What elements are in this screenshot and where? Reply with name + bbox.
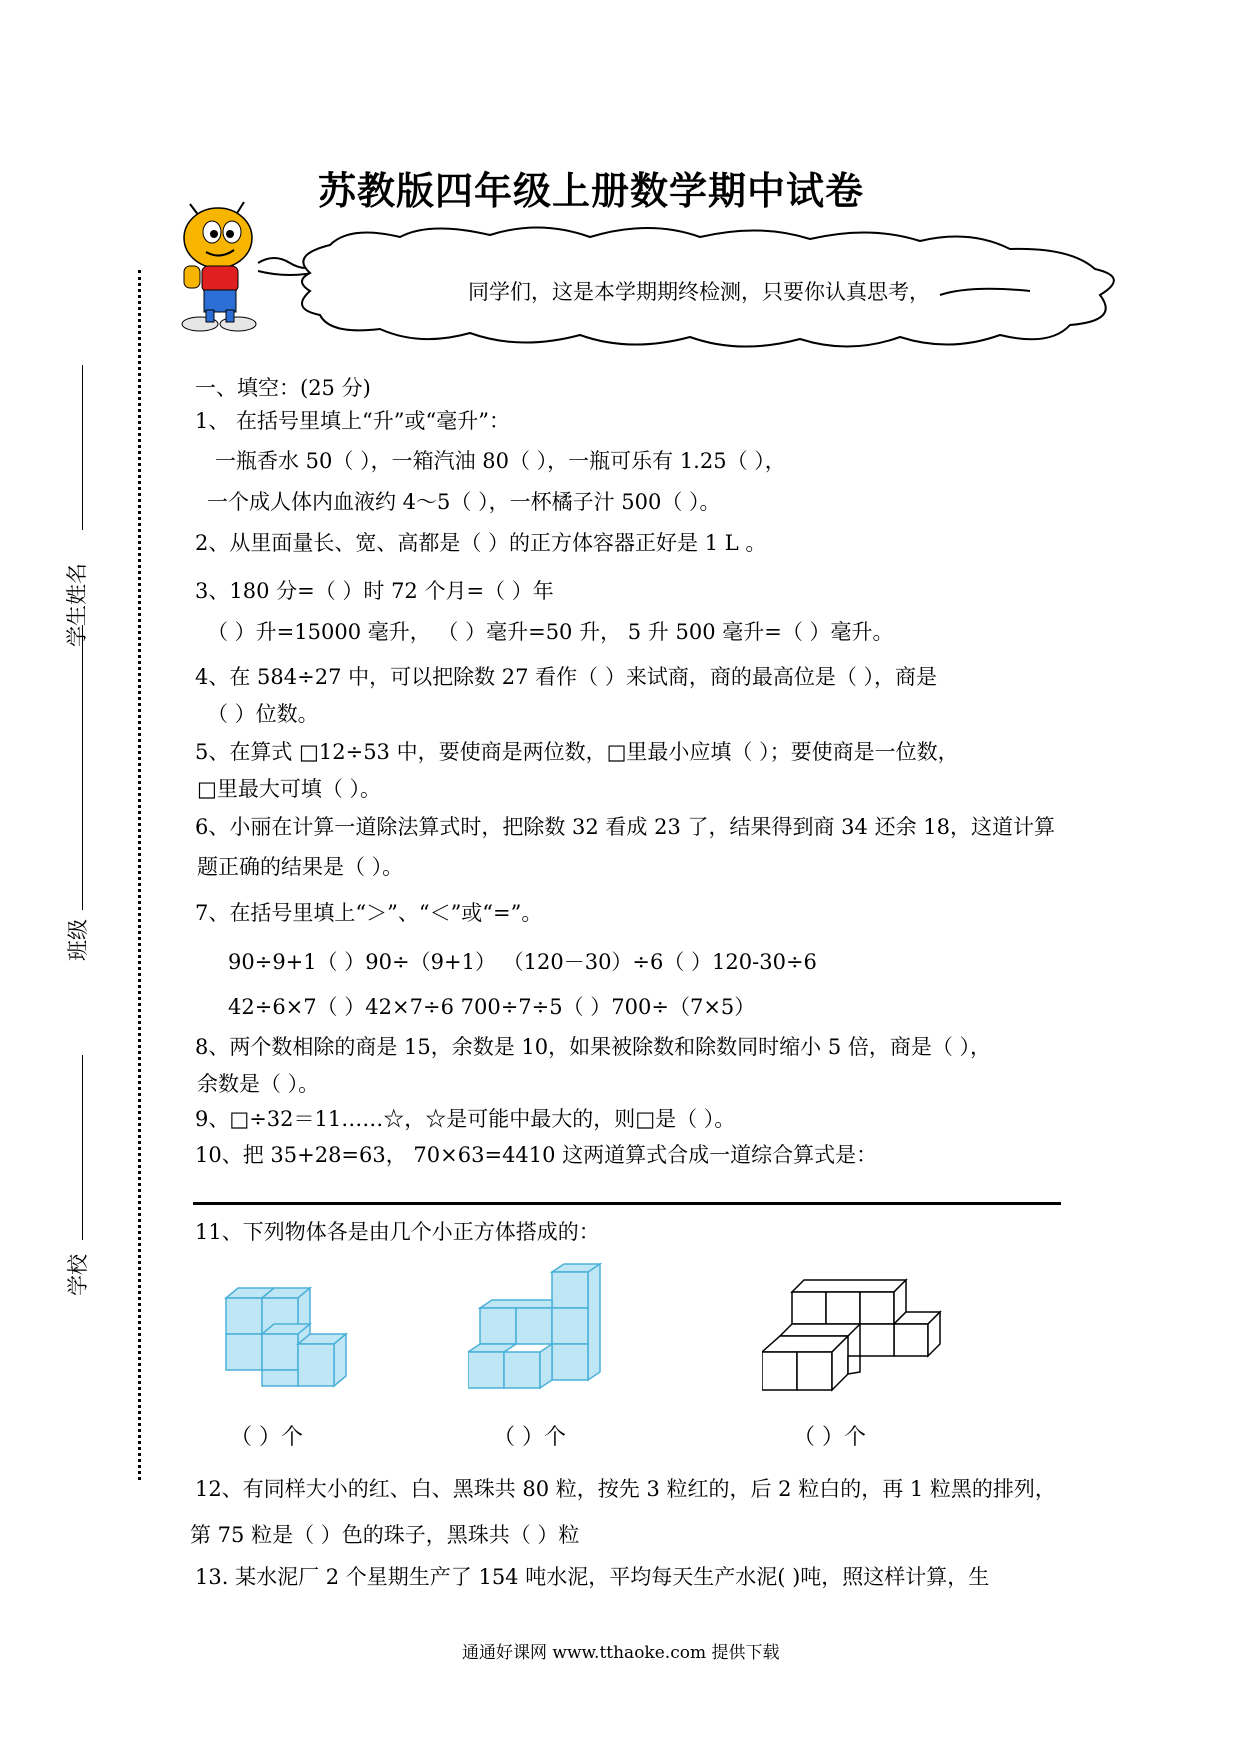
class-underline [82,625,83,910]
name-underline [82,365,83,530]
cloud-message: 同学们，这是本学期期终检测，只要你认真思考， [468,280,930,304]
answer-slot-figure-3[interactable]: （ ）个 [793,1425,866,1450]
question-3-line-2: （ ）升=15000 毫升， （ ）毫升=50 升， 5 升 500 毫升=（ ）毫升。 [207,620,894,644]
answer-slot-figure-1[interactable]: （ ）个 [230,1425,303,1450]
student-name-label: 学生姓名 [65,563,89,647]
question-3-line-1: 3、180 分=（ ）时 72 个月=（ ）年 [195,579,554,603]
question-7-line-2: 42÷6×7（ ）42×7÷6 700÷7÷5（ ）700÷（7×5） [228,995,756,1019]
section-heading: 一、填空：(25 分) [195,376,371,400]
question-1-line-2: 一个成人体内血液约 4～5（ ），一杯橘子汁 500（ ）。 [207,490,721,514]
question-12-line-2: 第 75 粒是（ ）色的珠子，黑珠共（ ）粒 [190,1523,580,1547]
page-title: 苏教版四年级上册数学期中试卷 [318,169,865,213]
section-divider [193,1202,1061,1205]
question-13: 13. 某水泥厂 2 个星期生产了 154 吨水泥，平均每天生产水泥( )吨，照这样计算，生 [195,1565,990,1589]
question-9: 9、□÷32＝11……☆，☆是可能中最大的，则□是（ ）。 [195,1107,736,1131]
question-1: 1、 在括号里填上“升”或“毫升”： [195,409,510,433]
question-2: 2、从里面量长、宽、高都是（ ）的正方体容器正好是 1 L 。 [195,531,767,555]
question-11: 11、下列物体各是由几个小正方体搭成的： [195,1220,600,1244]
question-12-line-1: 12、有同样大小的红、白、黑珠共 80 粒，按先 3 粒红的，后 2 粒白的，再 1 粒黑的排列， [195,1477,1056,1501]
question-4-line-1: 4、在 584÷27 中，可以把除数 27 看作（ ）来试商，商的最高位是（ ），商是 [195,665,938,689]
footer-credit: 通通好课网 www.tthaoke.com 提供下载 [462,1643,780,1663]
question-6-line-2: 题正确的结果是（ ）。 [197,855,404,879]
question-4-line-2: （ ）位数。 [207,702,319,726]
question-10: 10、把 35+28=63， 70×63=4410 这两道算式合成一道综合算式是： [195,1143,878,1167]
question-8-line-1: 8、两个数相除的商是 15，余数是 10，如果被除数和除数同时缩小 5 倍，商是（ ）， [195,1035,992,1059]
binding-dotted-line [138,270,141,1480]
question-5-line-2: □里最大可填（ ）。 [197,777,382,801]
question-5-line-1: 5、在算式 □12÷53 中，要使商是两位数，□里最小应填（ ）；要使商是一位数， [195,740,959,764]
question-6-line-1: 6、小丽在计算一道除法算式时，把除数 32 看成 23 了，结果得到商 34 还余 18，这道计算 [195,815,1055,839]
class-label: 班级 [66,919,90,961]
question-8-line-2: 余数是（ ）。 [197,1072,320,1096]
school-label: 学校 [66,1254,90,1296]
question-7: 7、在括号里填上“＞”、“＜”或“=”。 [195,901,543,925]
school-underline [82,1055,83,1240]
question-1-line-1: 一瓶香水 50（ ），一箱汽油 80（ ），一瓶可乐有 1.25（ ）， [215,449,786,473]
cube-stack-figure-1 [222,1280,357,1400]
cube-stack-figure-2 [468,1262,608,1402]
question-7-line-1: 90÷9+1（ ）90÷（9+1） （120－30）÷6（ ）120-30÷6 [228,950,817,974]
cube-stack-figure-3 [762,1272,952,1412]
answer-slot-figure-2[interactable]: （ ）个 [493,1425,566,1450]
